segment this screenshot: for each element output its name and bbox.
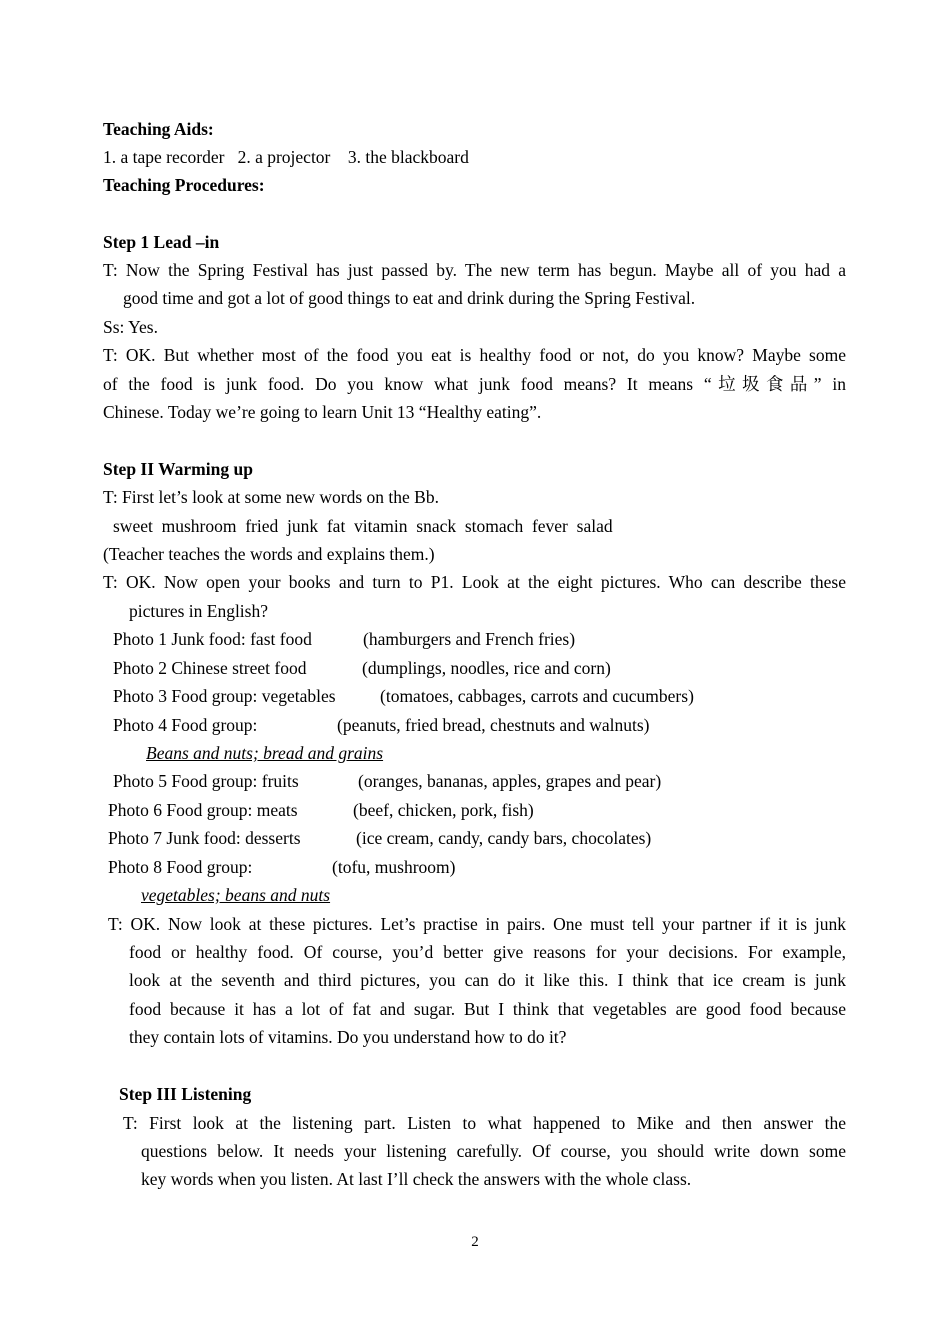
photo-label: Photo 1 Junk food: fast food xyxy=(113,629,312,649)
step1-line: Chinese. Today we’re going to learn Unit 13 “Healthy eating”. xyxy=(103,402,542,422)
photo-label: Photo 8 Food group: xyxy=(108,857,253,877)
photo-label: Photo 4 Food group: xyxy=(113,715,258,735)
teaching-procedures-heading: Teaching Procedures: xyxy=(103,175,265,195)
step1-line: Ss: Yes. xyxy=(103,317,158,337)
photo-detail: (ice cream, candy, candy bars, chocolates) xyxy=(356,828,652,848)
step3-heading: Step III Listening xyxy=(119,1084,252,1104)
photo-detail: (peanuts, fried bread, chestnuts and walnuts) xyxy=(337,715,650,735)
teaching-aids-heading: Teaching Aids: xyxy=(103,119,214,139)
practice-line: food because it has a lot of fat and sugar. But I think that vegetables are good food because xyxy=(129,999,846,1019)
photo-label: Photo 7 Junk food: desserts xyxy=(108,828,301,848)
photo-label: Photo 5 Food group: fruits xyxy=(113,771,299,791)
step1-line: T: OK. But whether most of the food you eat is healthy food or not, do you know? Maybe some xyxy=(103,345,846,365)
step1-line: T: Now the Spring Festival has just passed by. The new term has begun. Maybe all of you had a xyxy=(103,260,846,280)
step1-heading: Step 1 Lead –in xyxy=(103,232,220,252)
photo-detail: (hamburgers and French fries) xyxy=(363,629,576,649)
practice-line: food or healthy food. Of course, you’d better give reasons for your decisions. For example, xyxy=(129,942,846,962)
practice-line: look at the seventh and third pictures, you can do it like this. I think that ice cream is junk xyxy=(129,970,846,990)
practice-line: T: OK. Now look at these pictures. Let’s practise in pairs. One must tell your partner if it is junk xyxy=(108,914,846,934)
step2-new-words: sweet mushroom fried junk fat vitamin snack stomach fever salad xyxy=(113,516,613,536)
step1-line: good time and got a lot of good things to eat and drink during the Spring Festival. xyxy=(123,288,696,308)
step3-line: T: First look at the listening part. Listen to what happened to Mike and then answer the xyxy=(123,1113,846,1133)
photo-detail: (beef, chicken, pork, fish) xyxy=(353,800,534,820)
step2-intro: T: First let’s look at some new words on the Bb. xyxy=(103,487,439,507)
photo-label: Photo 6 Food group: meats xyxy=(108,800,298,820)
photo-label: Photo 3 Food group: vegetables xyxy=(113,686,336,706)
step1-line: of the food is junk food. Do you know what junk food means? It means “垃圾食品” in xyxy=(103,374,846,394)
practice-line: they contain lots of vitamins. Do you understand how to do it? xyxy=(129,1027,567,1047)
step3-line: questions below. It needs your listening carefully. Of course, you should write down some xyxy=(141,1141,846,1161)
step2-instruction-line: pictures in English? xyxy=(129,601,269,621)
photo-detail: (oranges, bananas, apples, grapes and pear) xyxy=(358,771,662,791)
teaching-aids-items: 1. a tape recorder 2. a projector 3. the blackboard xyxy=(103,147,469,167)
step2-heading: Step II Warming up xyxy=(103,459,253,479)
photo-subtitle: vegetables; beans and nuts xyxy=(141,885,331,905)
photo-detail: (tomatoes, cabbages, carrots and cucumbers) xyxy=(380,686,694,706)
photo-subtitle: Beans and nuts; bread and grains xyxy=(146,743,384,763)
photo-detail: (dumplings, noodles, rice and corn) xyxy=(362,658,611,678)
page-number: 2 xyxy=(471,1234,479,1250)
photo-label: Photo 2 Chinese street food xyxy=(113,658,307,678)
step3-line: key words when you listen. At last I’ll check the answers with the whole class. xyxy=(141,1169,692,1189)
step2-instruction-line: T: OK. Now open your books and turn to P1. Look at the eight pictures. Who can describe these xyxy=(103,572,846,592)
photo-detail: (tofu, mushroom) xyxy=(332,857,456,877)
step2-note: (Teacher teaches the words and explains them.) xyxy=(103,544,435,564)
